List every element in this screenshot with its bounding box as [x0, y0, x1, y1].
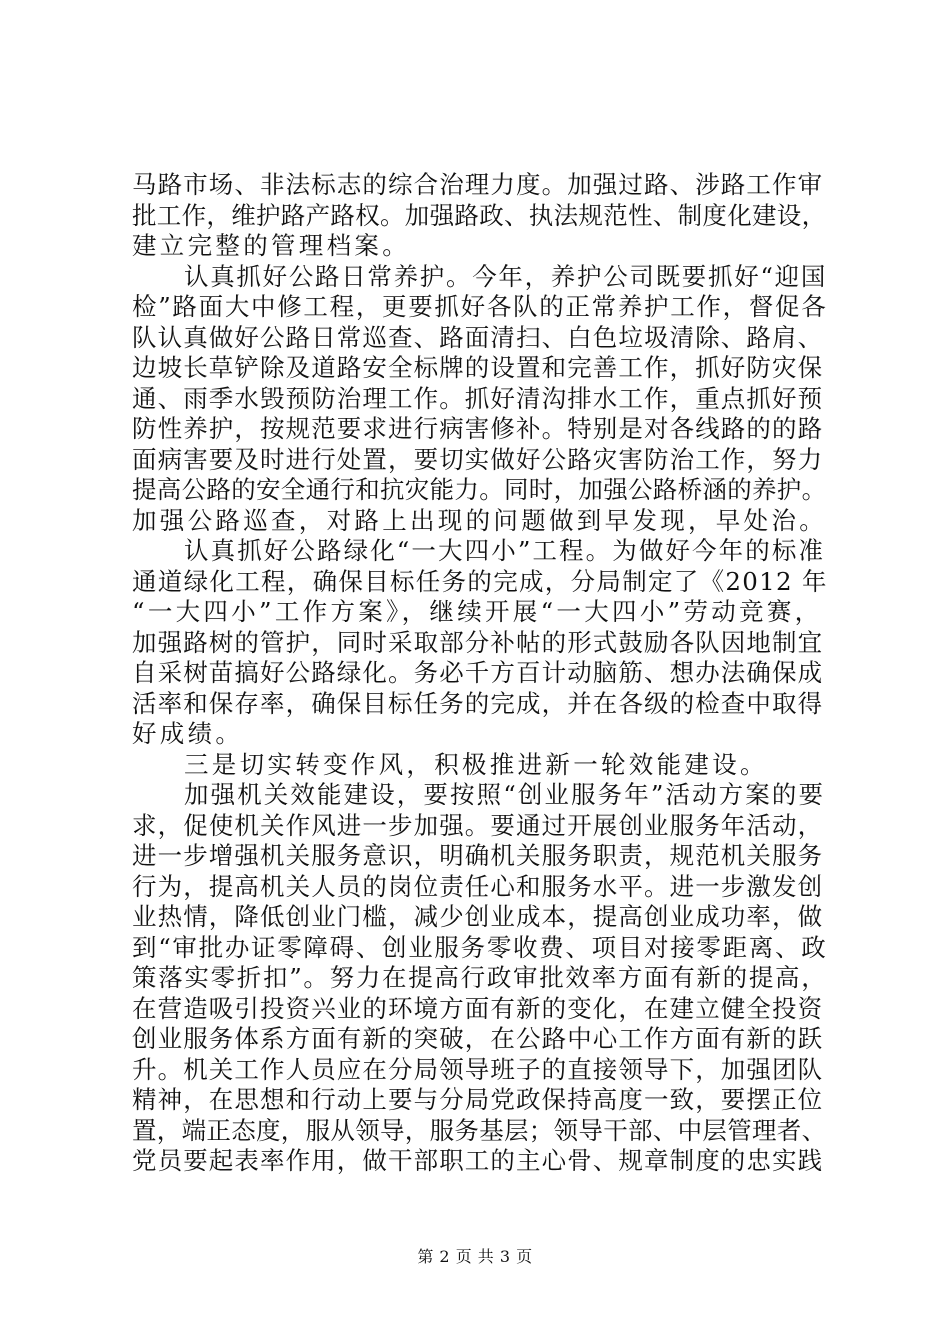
text-line: 防性养护，按规范要求进行病害修补。特别是对各线路的的路 [132, 414, 824, 443]
text-line: 精神，在思想和行动上要与分局党政保持高度一致，要摆正位 [132, 1085, 824, 1114]
text-line: 在营造吸引投资兴业的环境方面有新的变化，在建立健全投资 [132, 993, 824, 1023]
text-line: 业热情，降低创业门槛，减少创业成本，提高创业成功率，做 [132, 902, 824, 931]
text-line: 升。机关工作人员应在分局领导班子的直接领导下，加强团队 [132, 1054, 824, 1084]
text-line: 党员要起表率作用，做干部职工的主心骨、规章制度的忠实践 [132, 1146, 824, 1175]
text-line: 面病害要及时进行处置，要切实做好公路灾害防治工作，努力 [132, 444, 824, 474]
text-line: 策落实零折扣”。努力在提高行政审批效率方面有新的提高， [132, 963, 828, 992]
text-line: 进一步增强机关服务意识，明确机关服务职责，规范机关服务 [132, 841, 824, 870]
body-text [132, 170, 828, 1177]
text-line: 认真抓好公路日常养护。今年，养护公司既要抓好“迎国 [184, 261, 828, 291]
text-line: 边坡长草铲除及道路安全标牌的设置和完善工作，抓好防灾保 [132, 353, 824, 382]
text-line: 认真抓好公路绿化“一大四小”工程。为做好今年的标准 [184, 536, 826, 565]
text-line: 自采树苗搞好公路绿化。务必千方百计动脑筋、想办法确保成 [132, 658, 824, 687]
text-line: 创业服务体系方面有新的突破，在公路中心工作方面有新的跃 [132, 1024, 824, 1053]
text-line: 建立完整的管理档案。 [132, 231, 410, 260]
text-line: 提高公路的安全通行和抗灾能力。同时，加强公路桥涵的养护。 [132, 475, 827, 504]
page-footer: 第 2 页 共 3 页 [417, 1247, 533, 1266]
text-line: 检”路面大中修工程，更要抓好各队的正常养护工作，督促各 [132, 292, 828, 321]
text-line: 置，端正态度，服从领导，服务基层；领导干部、中层管理者、 [132, 1115, 827, 1145]
text-line: 三是切实转变作风，积极推进新一轮效能建设。 [184, 749, 768, 779]
text-line: 好成绩。 [132, 719, 244, 748]
text-line: 队认真做好公路日常巡查、路面清扫、白色垃圾清除、路肩、 [132, 322, 824, 352]
text-line: 加强机关效能建设，要按照“创业服务年”活动方案的要 [184, 780, 826, 809]
text-line: 加强公路巡查，对路上出现的问题做到早发现，早处治。 [132, 505, 827, 535]
text-line: 行为，提高机关人员的岗位责任心和服务水平。进一步激发创 [132, 871, 824, 901]
text-line: 活率和保存率，确保目标任务的完成，并在各级的检查中取得 [132, 688, 824, 718]
text-line: 马路市场、非法标志的综合治理力度。加强过路、涉路工作审 [132, 170, 824, 199]
text-line: 通、雨季水毁预防治理工作。抓好清沟排水工作，重点抓好预 [132, 383, 824, 413]
text-line: 通道绿化工程，确保目标任务的完成，分局制定了《2012 年 [132, 566, 828, 596]
text-line: 加强路树的管护，同时采取部分补帖的形式鼓励各队因地制宜 [132, 627, 824, 657]
text-line: 求，促使机关作风进一步加强。要通过开展创业服务年活动， [132, 810, 824, 840]
text-line: 批工作，维护路产路权。加强路政、执法规范性、制度化建设， [132, 200, 827, 230]
text-line: “一大四小”工作方案》，继续开展“一大四小”劳动竞赛， [132, 597, 823, 626]
text-line: 到“审批办证零障碍、创业服务零收费、项目对接零距离、政 [132, 932, 828, 962]
